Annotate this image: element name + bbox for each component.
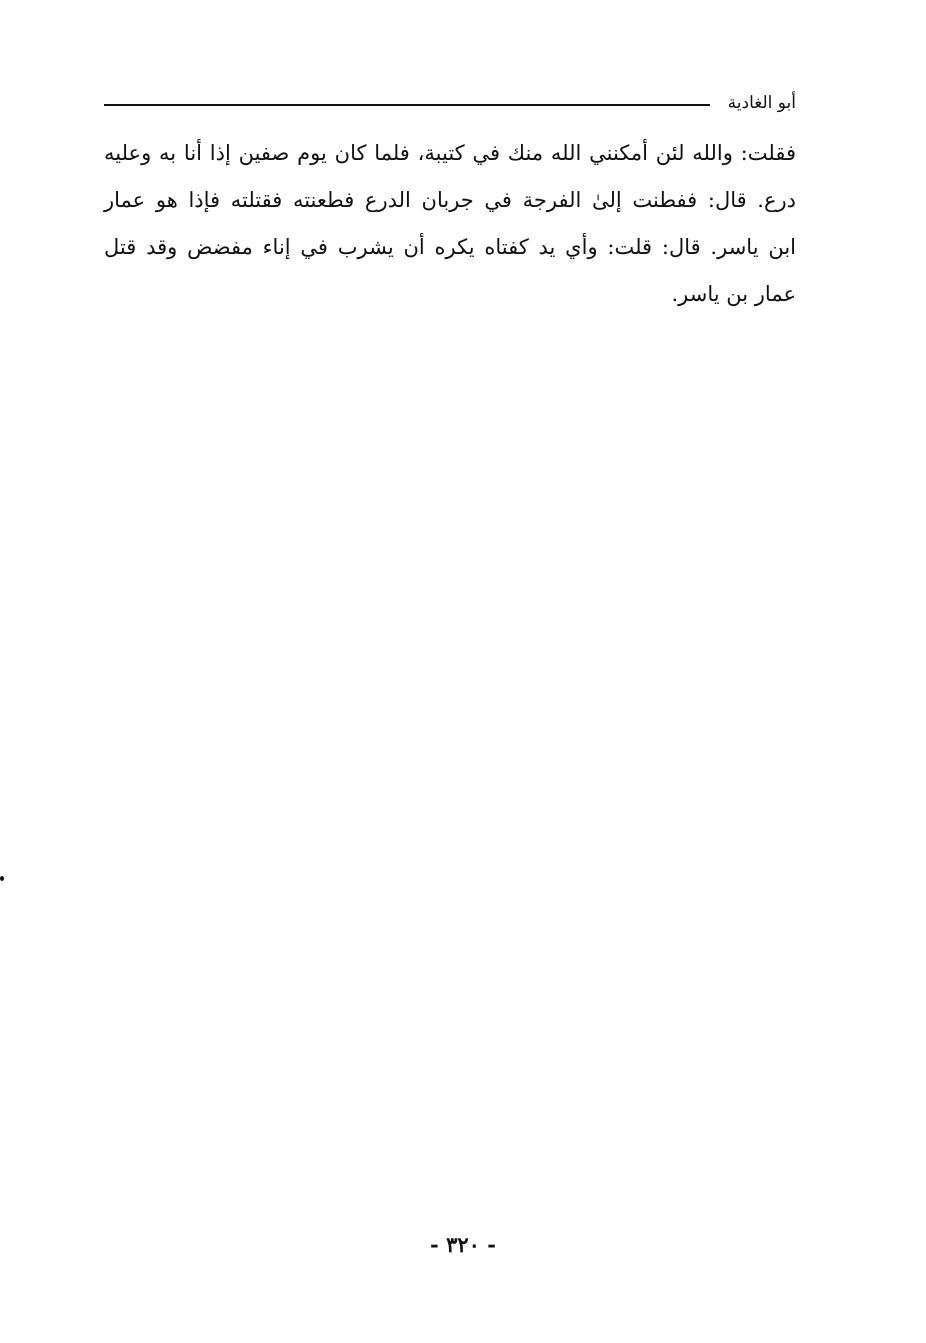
text-line-3: ابن ياسر. قال: قلت: وأي يد كفتاه يكره أن يشرب في إناء مفضض وقد قتل — [104, 235, 796, 259]
text-line-2: درع. قال: ففطنت إلىٰ الفرجة في جربان الدرع فطعنته فقتلته فإذا هو عمار — [104, 188, 796, 212]
running-title: أبو الغادية — [727, 93, 796, 113]
running-header — [104, 88, 796, 118]
body-paragraph — [104, 130, 796, 318]
text-line-1: فقلت: والله لئن أمكنني الله منك في كتيبة، فلما كان يوم صفين إذا أنا به وعليه — [104, 141, 796, 165]
page-number: - ٣٢٠ - — [430, 1232, 496, 1257]
scan-speck — [0, 876, 4, 881]
text-line-4: عمار بن ياسر. — [671, 282, 796, 306]
header-rule — [104, 104, 710, 106]
